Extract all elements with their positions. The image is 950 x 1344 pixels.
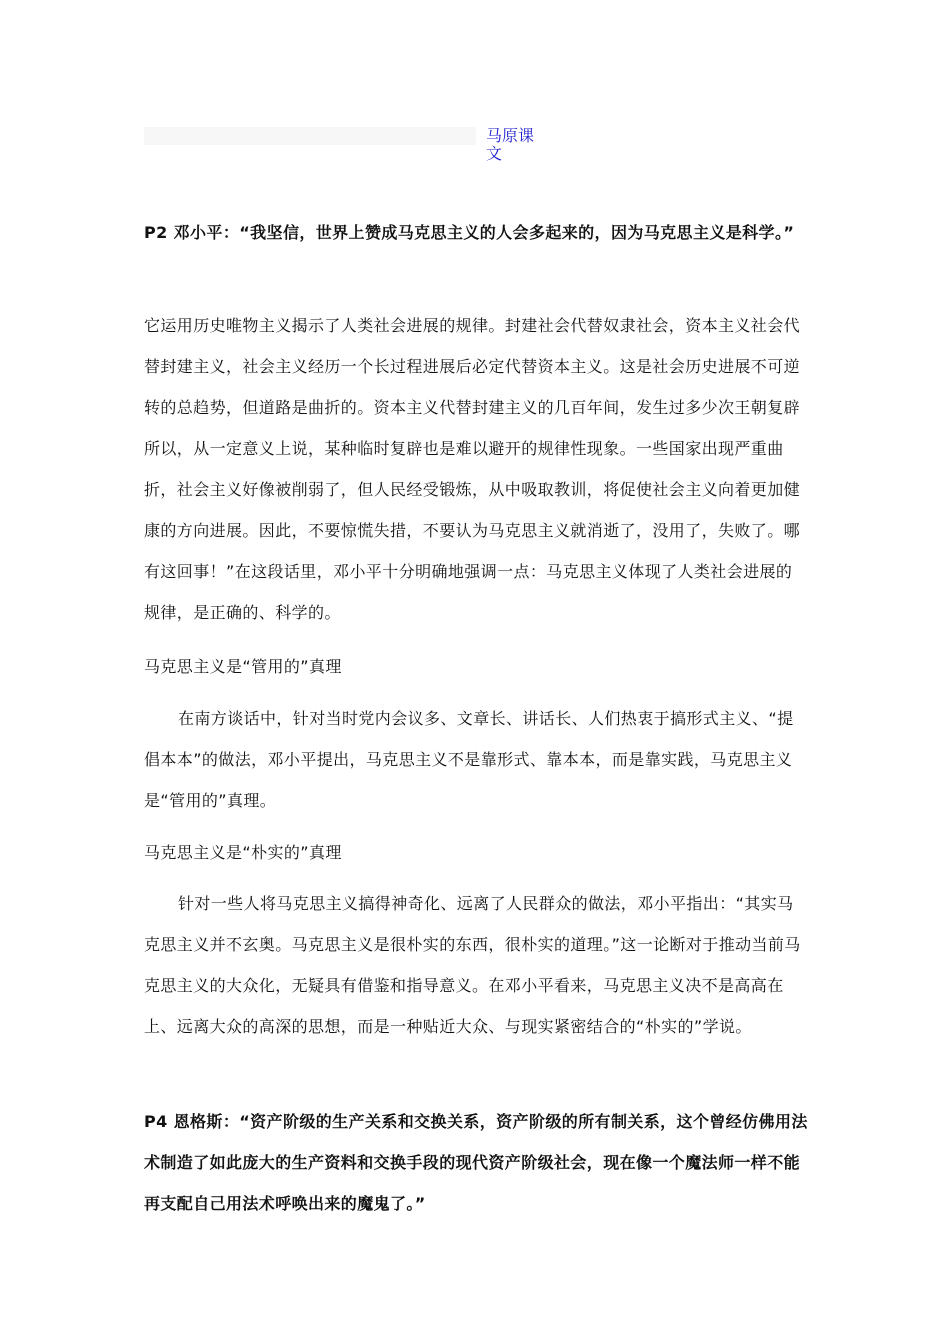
title-bar: [144, 126, 535, 163]
p2-quote: P2 邓小平：“我坚信，世界上赞成马克思主义的人会多起来的，因为马克思主义是科学。”: [144, 223, 795, 242]
paragraph-plain-truth: 针对一些人将马克思主义搞得神奇化、远离了人民群众的做法，邓小平指出：“其实马克思主义并不玄奥。马克思主义是很朴实的东西，很朴实的道理。”这一论断对于推动当前马克思主义的大众化，无疑具有借鉴和指导意义。在邓小平看来，马克思主义决不是高高在上、远离大众的高深的思想，而是一种贴近大众、与现实紧密结合的“朴实的”学说。: [144, 894, 801, 1036]
p2-body-paragraph: 它运用历史唯物主义揭示了人类社会进展的规律。封建社会代替奴隶社会，资本主义社会代替封建主义，社会主义经历一个长过程进展后必定代替资本主义。这是社会历史进展不可逆转的总趋势，但道路是曲折的。资本主义代替封建主义的几百年间，发生过多少次王朝复辟所以，从一定意义上说，某种临时复辟也是难以避开的规律性现象。一些国家出现严重曲折，社会主义好像被削弱了，但人民经受锻炼，从中吸取教训，将促使社会主义向着更加健康的方向进展。因此，不要惊慌失措，不要认为马克思主义就消逝了，没用了，失败了。哪有这回事！”在这段话里，邓小平十分明确地强调一点：马克思主义体现了人类社会进展的规律，是正确的、科学的。: [144, 316, 801, 622]
p4-quote: P4 恩格斯：“资产阶级的生产关系和交换关系，资产阶级的所有制关系，这个曾经仿佛用法术制造了如此庞大的生产资料和交换手段的现代资产阶级社会，现在像一个魔法师一样不能再支配自己用法术呼唤出来的魔鬼了。”: [144, 1112, 808, 1213]
heading-plain-truth: 马克思主义是“朴实的”真理: [144, 843, 342, 862]
document-title: 马原课文: [486, 127, 546, 163]
paragraph-useful-truth: 在南方谈话中，针对当时党内会议多、文章长、讲话长、人们热衷于搞形式主义、“提倡本本”的做法，邓小平提出，马克思主义不是靠形式、靠本本，而是靠实践，马克思主义是“管用的”真理。: [144, 709, 794, 810]
heading-useful-truth: 马克思主义是“管用的”真理: [144, 657, 342, 676]
